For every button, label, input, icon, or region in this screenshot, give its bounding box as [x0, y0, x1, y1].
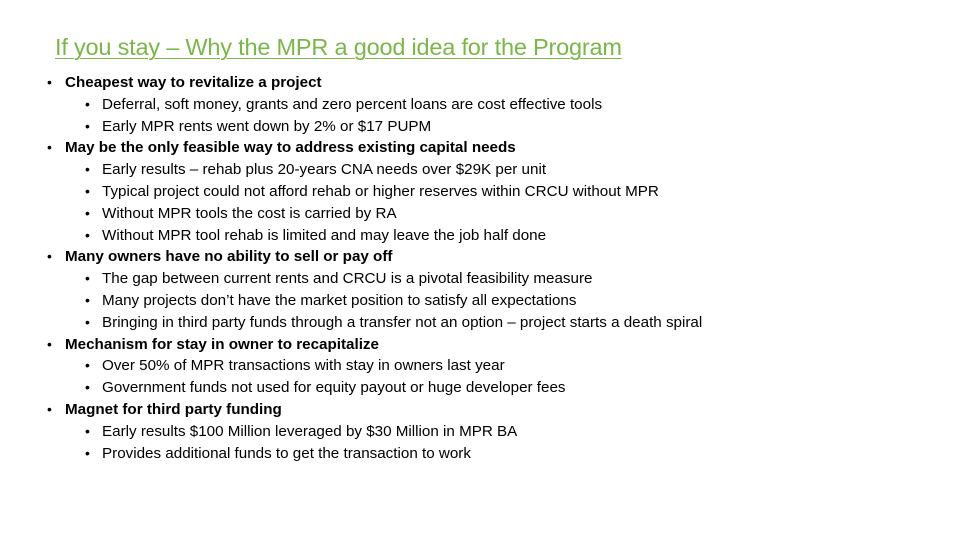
section-heading-text: Magnet for third party funding: [65, 400, 282, 418]
bullet-icon: •: [85, 444, 90, 461]
bullet-icon: •: [85, 291, 90, 308]
sub-bullet: [0, 159, 960, 181]
sub-bullet-text: The gap between current rents and CRCU is a pivotal feasibility measure: [102, 270, 593, 288]
section-heading-capital-needs: [0, 137, 960, 159]
section-heading-text: Mechanism for stay in owner to recapitalize: [65, 335, 379, 353]
sub-bullet-text: Provides additional funds to get the transaction to work: [102, 444, 471, 462]
section-heading-third-party-funding: [0, 399, 960, 421]
bullet-icon: •: [85, 204, 90, 221]
sub-bullet-text: Early results – rehab plus 20-years CNA needs over $29K per unit: [102, 161, 547, 179]
sub-bullet: [0, 181, 960, 203]
sub-bullet: [0, 203, 960, 225]
bullet-icon: •: [47, 400, 52, 417]
sub-bullet: [0, 443, 960, 465]
bullet-icon: •: [85, 117, 90, 134]
slide-title: If you stay – Why the MPR a good idea for the Program: [55, 34, 622, 60]
bullet-icon: •: [85, 226, 90, 243]
sub-bullet: [0, 116, 960, 138]
bullet-icon: •: [47, 248, 52, 265]
bullet-icon: •: [85, 313, 90, 330]
section-heading-text: Cheapest way to revitalize a project: [65, 74, 322, 91]
sub-bullet-text: Government funds not used for equity payout or huge developer fees: [102, 379, 566, 397]
sub-bullet: [0, 268, 960, 290]
bullet-icon: •: [85, 379, 90, 396]
sub-bullet-text: Deferral, soft money, grants and zero percent loans are cost effective tools: [102, 95, 603, 113]
bullet-icon: •: [47, 74, 52, 90]
bullet-icon: •: [85, 182, 90, 199]
sub-bullet-text: Early results $100 Million leveraged by $30 Million in MPR BA: [102, 422, 518, 440]
sub-bullet: [0, 377, 960, 399]
sub-bullet-text: Early MPR rents went down by 2% or $17 PUPM: [102, 117, 432, 135]
bullet-icon: •: [47, 139, 52, 156]
bullet-icon: •: [85, 95, 90, 112]
bullet-list: [0, 72, 960, 464]
sub-bullet: [0, 312, 960, 334]
sub-bullet-text: Many projects don’t have the market position to satisfy all expectations: [102, 291, 577, 309]
bullet-icon: •: [85, 161, 90, 178]
sub-bullet-text: Bringing in third party funds through a transfer not an option – project starts a death spiral: [102, 313, 703, 331]
sub-bullet: [0, 290, 960, 312]
sub-bullet: [0, 225, 960, 247]
bullet-icon: •: [85, 270, 90, 287]
bullet-icon: •: [85, 422, 90, 439]
sub-bullet: [0, 421, 960, 443]
bullet-icon: •: [85, 357, 90, 374]
sub-bullet-text: Over 50% of MPR transactions with stay in owners last year: [102, 357, 505, 375]
section-heading-cheapest-way: [0, 72, 960, 94]
bullet-icon: •: [47, 335, 52, 352]
section-heading-text: May be the only feasible way to address existing capital needs: [65, 139, 516, 157]
sub-bullet: [0, 94, 960, 116]
section-heading-sell-or-pay-off: [0, 246, 960, 268]
sub-bullet-text: Without MPR tool rehab is limited and may leave the job half done: [102, 226, 547, 244]
section-heading-text: Many owners have no ability to sell or pay off: [65, 248, 393, 266]
sub-bullet: [0, 355, 960, 377]
section-heading-recapitalize: [0, 334, 960, 356]
sub-bullet-text: Typical project could not afford rehab or higher reserves within CRCU without MPR: [102, 182, 659, 200]
sub-bullet-text: Without MPR tools the cost is carried by RA: [102, 204, 397, 222]
